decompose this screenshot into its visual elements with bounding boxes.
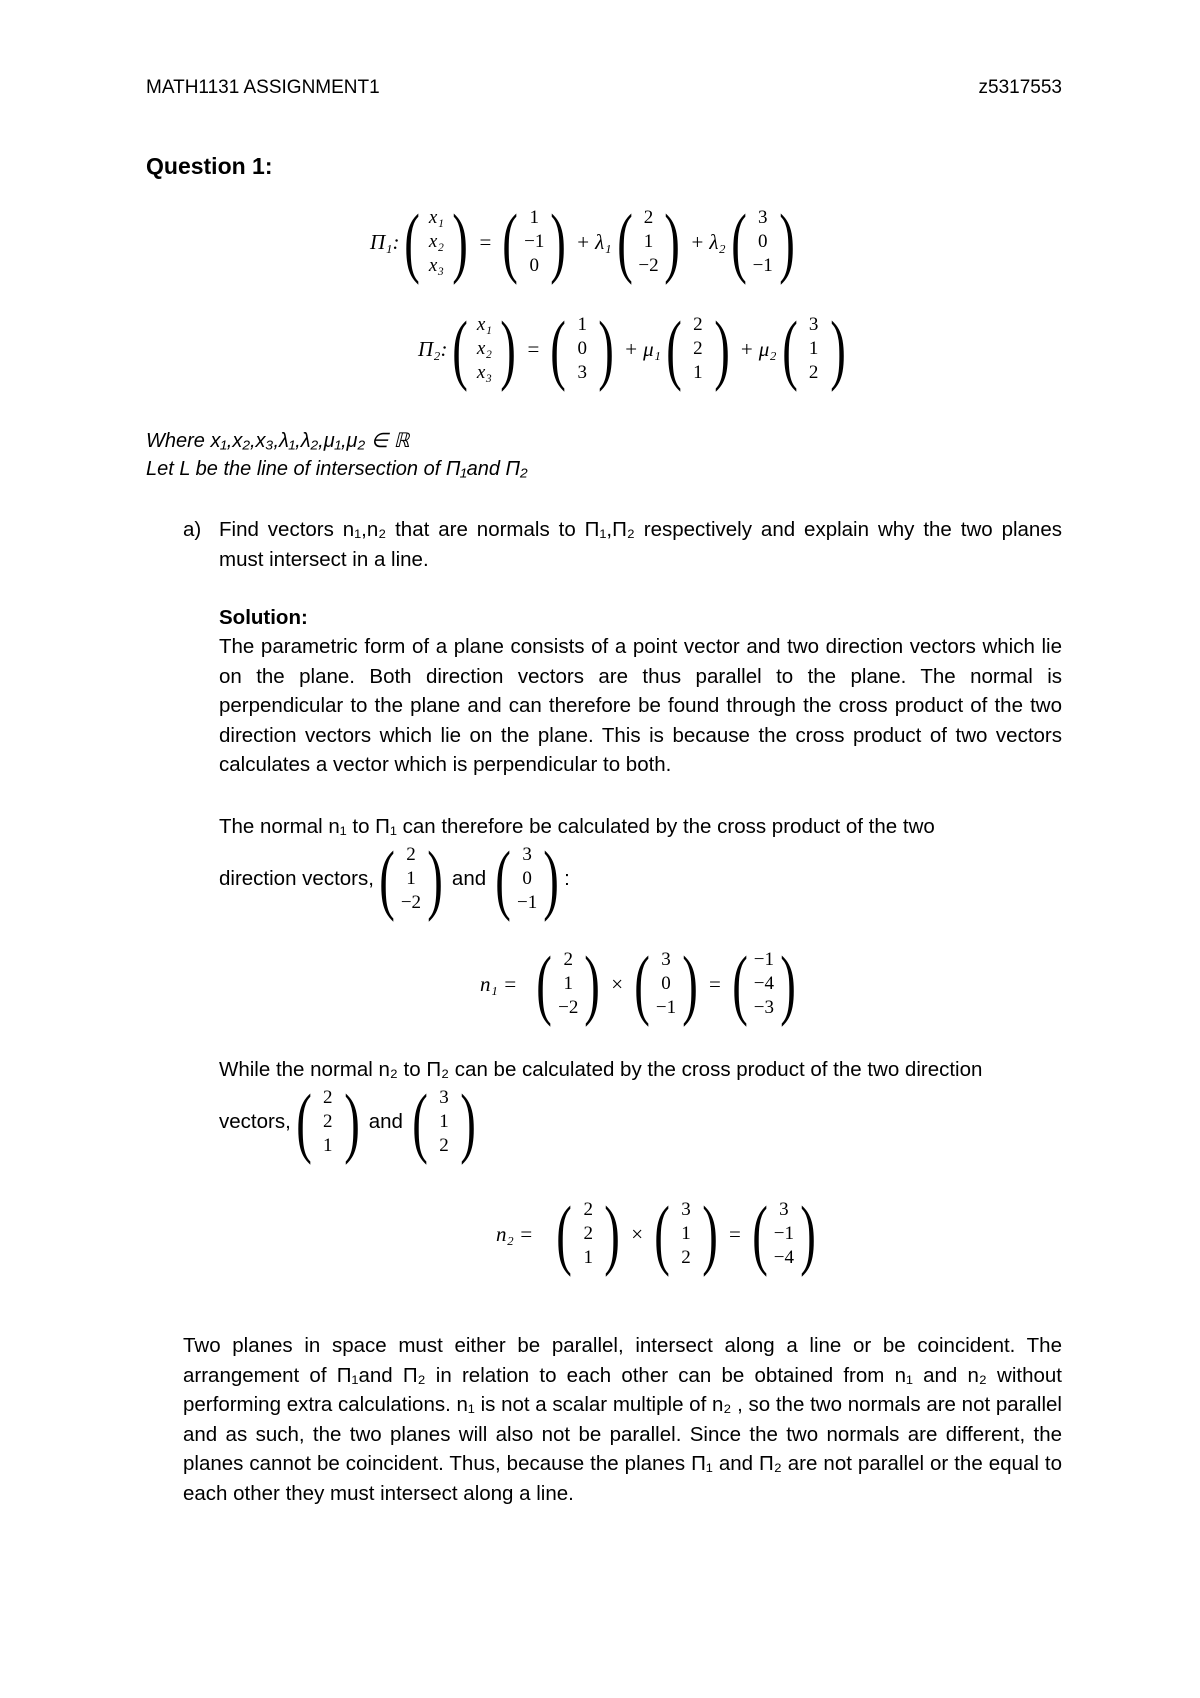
part-a-marker: a) xyxy=(183,518,202,541)
n1-cross-product: n₁ = ( 2 1 −2 ) × ( 3 0 −1 ) = ( −1 −4 −3 ) xyxy=(480,940,796,1027)
let-line: Let L be the line of intersection of Π₁and Π₂ xyxy=(146,458,528,480)
solution-label: Solution: xyxy=(219,606,308,629)
solution-paragraph-1: The parametric form of a plane consists of a point vector and two direction vectors which lie on the plane. Both direction vectors are thus parallel to the plane. The normal is perpendicular to the plane and can therefore be found through the cross product of the two direction vectors which lie on the plane. This is because the cross product of two vectors calculates a vector which is perpendicular to both. xyxy=(219,635,1062,776)
plane1-direction1-vector: ( 2 1 −2 ) xyxy=(616,198,681,285)
mu1: μ₁ xyxy=(643,336,661,361)
header-right: z5317553 xyxy=(978,77,1062,98)
direction-vector-d: ( 3 1 2 ) xyxy=(412,1078,476,1165)
part-a-text: Find vectors n₁,n₂ that are normals to Π₁,Π₂ respectively and explain why the two planes must intersect in a line. xyxy=(219,518,1062,571)
plane1-point-vector: ( 1 −1 0 ) xyxy=(502,198,567,285)
solution-paragraph-4: Two planes in space must either be parallel, intersect along a line or be coincident. The arrangement of Π₁and Π₂ in relation to each other can be obtained from n₁ and n₂ without performing extra calculations. n₁ is not a scalar multiple of n₂ , so the two normals are not parallel and as such, the two planes will also not be parallel. Since the two normals are different, the planes cannot be coincident. Thus, because the planes Π₁ and Π₂ are not parallel or the equal to each other they must intersect along a line. xyxy=(183,1334,1062,1505)
mu2: μ₂ xyxy=(758,336,777,361)
lambda1: λ₁ xyxy=(595,229,612,254)
plane2-label: Π₂: xyxy=(418,336,448,361)
plane2-direction2-vector: ( 3 1 2 ) xyxy=(781,305,846,392)
direction-vector-a: ( 2 1 −2 ) xyxy=(379,835,443,922)
question-title: Question 1: xyxy=(146,153,273,179)
solution-paragraph-2: The normal n₁ to Π₁ can therefore be calculated by the cross product of the two xyxy=(219,815,935,838)
direction-vector-c: ( 2 2 1 ) xyxy=(295,1078,360,1165)
direction-vectors-line-2: vectors, ( 2 2 1 ) and ( 3 1 2 ) xyxy=(219,1083,481,1161)
plane1-equation: Π₁: ( x₁ x₂ x₃ ) = ( 1 −1 0 ) + λ₁ ( 2 1 −2 ) + λ₂ ( 3 0 −1 ) xyxy=(370,203,800,281)
plane2-direction1-vector: ( 2 2 1 ) xyxy=(666,305,730,392)
plane2-lhs-vector: ( x₁ x₂ x₃ ) xyxy=(452,305,517,392)
n2-cross-product: n₂ = ( 2 2 1 ) × ( 3 1 2 ) = ( 3 −1 −4 ) xyxy=(496,1190,816,1277)
solution-paragraph-3: While the normal n₂ to Π₂ can be calculated by the cross product of the two direction xyxy=(219,1058,983,1081)
plane1-label: Π₁: xyxy=(370,229,400,254)
plane2-equation: Π₂: ( x₁ x₂ x₃ ) = ( 1 0 3 ) + μ₁ ( 2 2 1 ) + μ₂ ( 3 1 2 ) xyxy=(418,310,851,388)
header-left: MATH1131 ASSIGNMENT1 xyxy=(146,77,380,98)
where-line: Where x₁,x₂,x₃,λ₁,λ₂,μ₁,μ₂ ∈ ℝ xyxy=(146,430,410,452)
direction-vectors-line-1: direction vectors, ( 2 1 −2 ) and ( 3 0 −1 ) : xyxy=(219,835,570,922)
plane1-lhs-vector: ( x₁ x₂ x₃ ) xyxy=(404,198,469,285)
plane1-direction2-vector: ( 3 0 −1 ) xyxy=(730,198,795,285)
lambda2: λ₂ xyxy=(709,229,726,254)
direction-vector-b: ( 3 0 −1 ) xyxy=(495,835,559,922)
plane2-point-vector: ( 1 0 3 ) xyxy=(550,305,615,392)
